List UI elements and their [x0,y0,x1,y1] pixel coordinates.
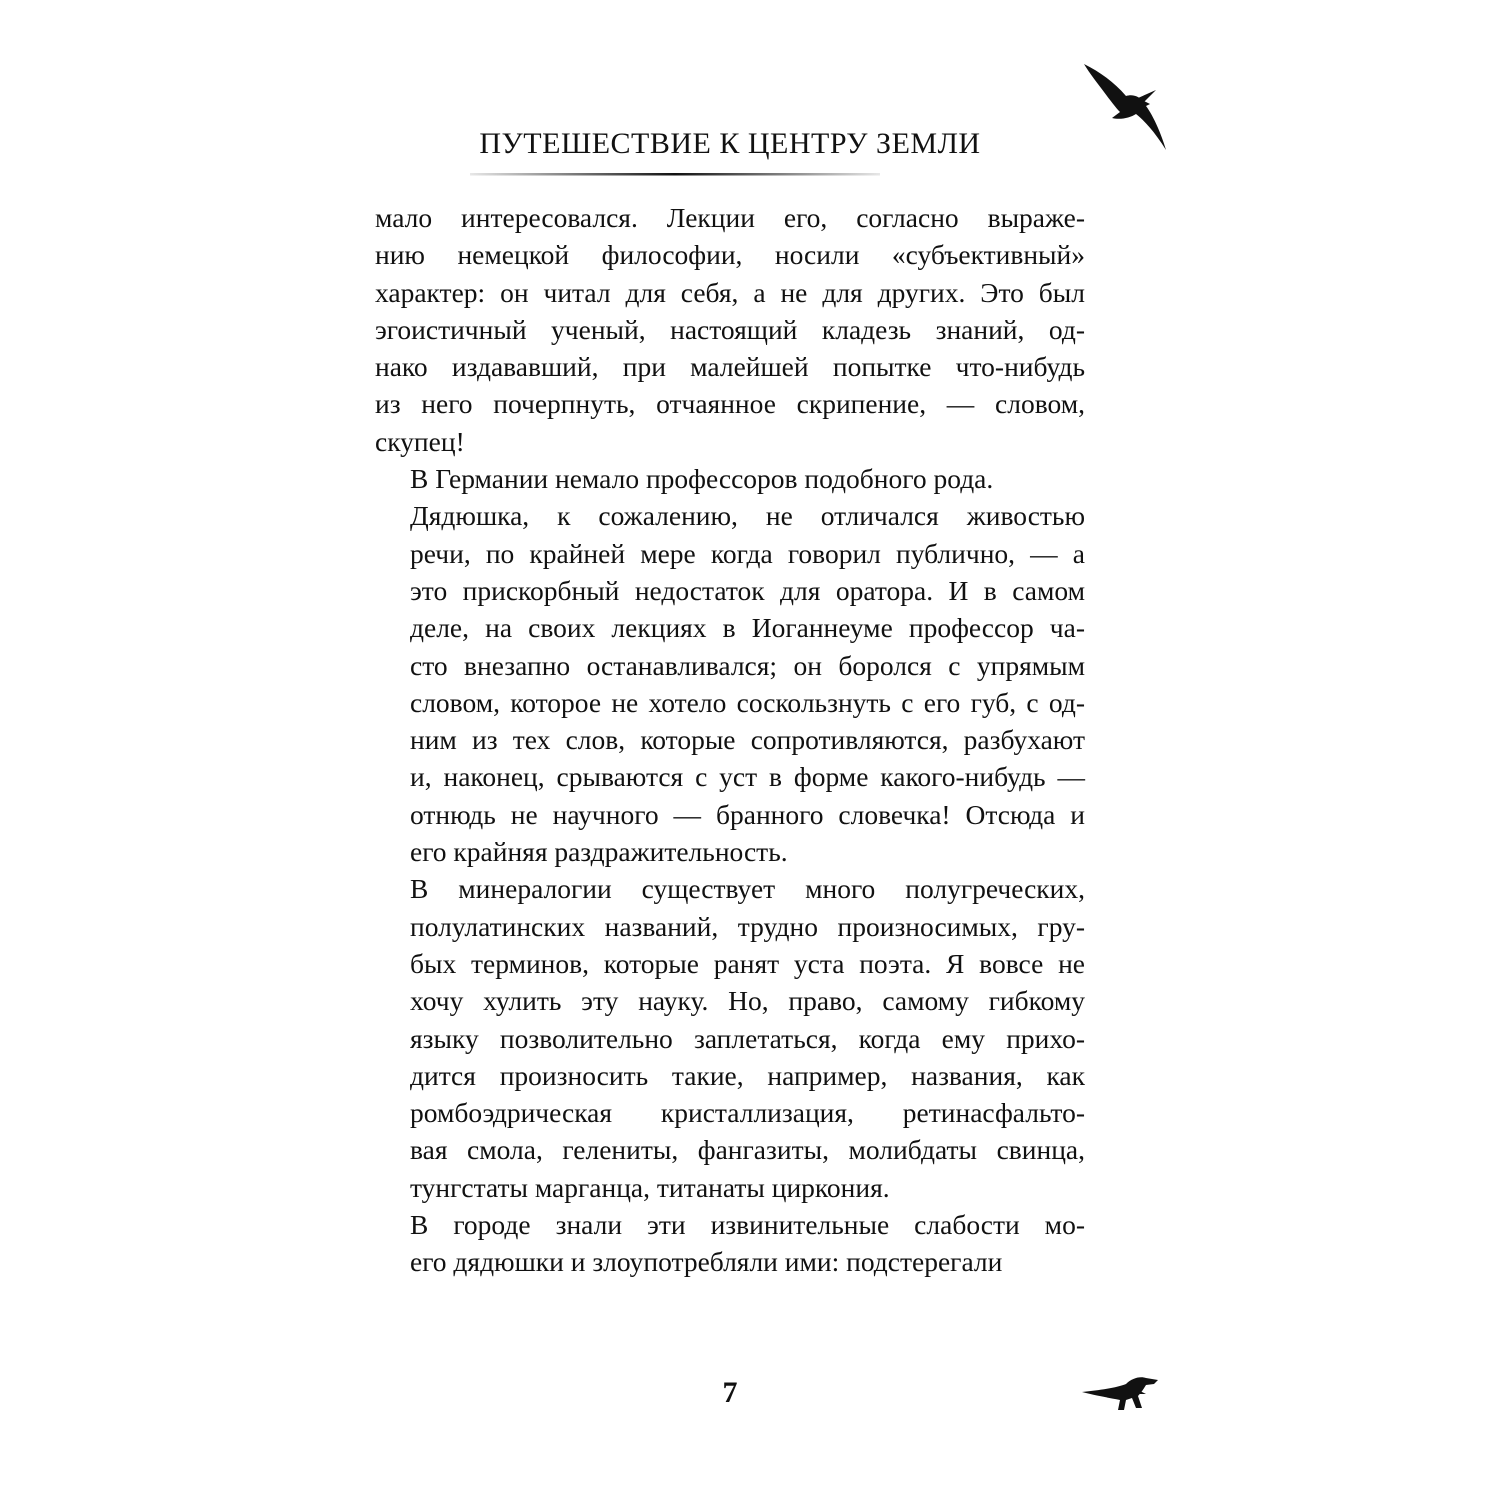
text-line: сто внезапно останавливался; он боролся с упрямым [410,649,1085,681]
text-line: бых терминов, которые ранят уста поэта. Я вовсе не [410,947,1085,979]
body-text [375,199,1085,1281]
text-line: хочу хулить эту науку. Но, право, самому гибкому [410,985,1085,1017]
text-line: это прискорбный недостаток для оратора. И в самом [410,574,1085,606]
text-line: мало интересовался. Лекции его, согласно выраже- [375,202,1085,233]
text-line: Дядюшка, к сожалению, не отличался живостью [410,500,1085,532]
text-line: и, наконец, срываются с уст в форме какого-нибудь — [410,761,1085,793]
text-line: ромбоэдрическая кристаллизация, ретинасфальто- [410,1097,1085,1129]
running-head: ПУТЕШЕСТВИЕ К ЦЕНТРУ ЗЕМЛИ [479,127,981,160]
text-line: скупец! [375,425,465,457]
paragraph [375,460,1085,497]
text-line: дится произносить такие, например, названия, как [410,1059,1085,1091]
text-line: В минералогии существует много полугреческих, [410,873,1085,905]
text-line: эгоистичный ученый, настоящий кладезь знаний, од- [375,313,1085,345]
text-line: В городе знали эти извинительные слабости мо- [410,1209,1085,1241]
text-line: нию немецкой философии, носили «субъективный» [375,239,1085,271]
text-line: из него почерпнуть, отчаянное скрипение, — словом, [375,388,1085,420]
text-line: ним из тех слов, которые сопротивляются, разбухают [410,724,1085,756]
text-line: языку позволительно заплетаться, когда ему прихо- [410,1022,1085,1054]
text-line: нако издававший, при малейшей попытке что-нибудь [375,351,1085,383]
text-line: вая смола, гелениты, фангазиты, молибдаты свинца, [410,1134,1085,1166]
text-line: отнюдь не научного — бранного словечка! Отсюда и [410,798,1085,830]
text-line: словом, которое не хотело соскользнуть с его губ, с од- [410,686,1085,718]
pterodactyl-icon [1080,60,1170,155]
paragraph [375,1206,1085,1281]
raptor-icon [1080,1372,1165,1414]
text-line: речи, по крайней мере когда говорил публично, — а [410,537,1085,569]
paragraph [375,870,1085,1206]
text-line: его дядюшки и злоупотребляли ими: подстерегали [410,1246,1003,1278]
text-line: полулатинских названий, трудно произносимых, гру- [410,910,1085,942]
text-line: тунгстаты марганца, титанаты циркония. [410,1171,890,1203]
text-line: В Германии немало профессоров подобного рода. [410,463,994,495]
paragraph [375,497,1085,870]
paragraph [375,199,1085,460]
text-line: его крайняя раздражительность. [410,836,788,868]
text-line: характер: он читал для себя, а не для других. Это был [375,276,1085,308]
text-line: деле, на своих лекциях в Иоганнеуме профессор ча- [410,612,1085,644]
page-number: 7 [722,1376,738,1409]
header-divider [470,173,880,176]
